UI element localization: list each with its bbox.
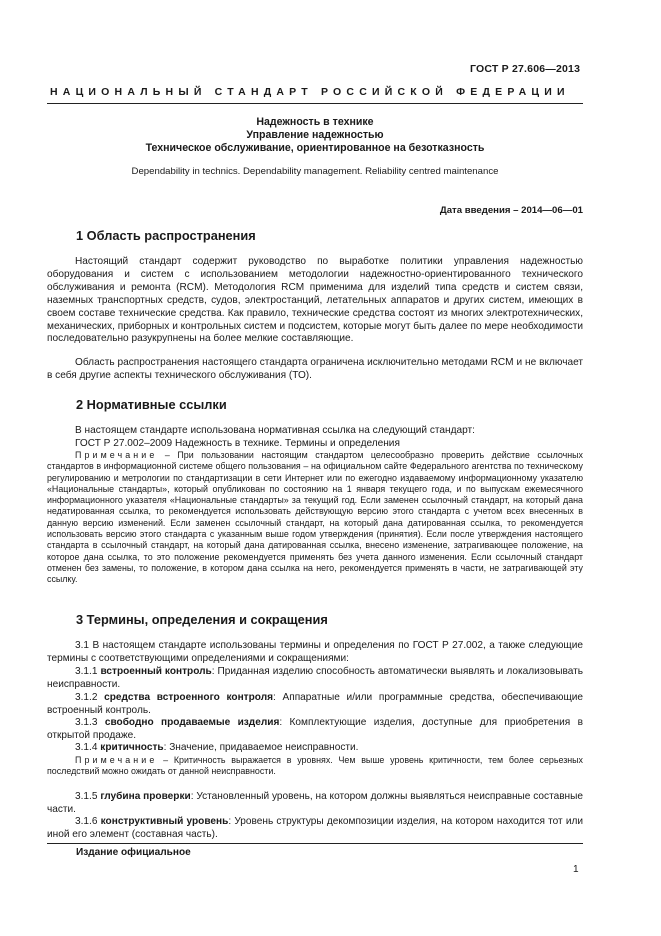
term-definition: : Установленный уровень, на котором должны выявляться неисправные составные части. (47, 791, 583, 815)
term-number: 3.1.6 (75, 816, 101, 827)
term-number: 3.1.5 (75, 791, 101, 802)
term-number: 3.1.1 (75, 666, 101, 677)
note-label: Примечание (75, 450, 158, 460)
term-definition: : Аппаратные и/или программные средства, обеспечивающие встроенный контроль. (47, 692, 584, 716)
header-divider (47, 103, 583, 104)
note-label: Примечание (75, 755, 158, 765)
page-number: 1 (573, 864, 579, 875)
term-name: свободно продаваемые изделия (104, 717, 280, 728)
title-line-1: Надежность в технике (256, 116, 374, 128)
term-name: встроенный контроль (100, 666, 212, 677)
document-code: ГОСТ Р 27.606—2013 (470, 63, 581, 75)
term-3-1-3 (47, 717, 583, 743)
title-line-3: Техническое обслуживание, ориентированное на безотказность (145, 142, 485, 154)
term-3-1-1 (47, 666, 583, 692)
term-number: 3.1.2 (75, 692, 105, 703)
introduction-date: Дата введения – 2014—06—01 (439, 205, 583, 216)
note-text: – Критичность выражается в уровнях. Чем выше уровень критичности, тем более серьезных последствий можно ожидать от данной неисправности. (47, 755, 583, 777)
section-1-heading: 1 Область распространения (76, 228, 256, 243)
section-1-paragraph-1: Настоящий стандарт содержит руководство по выработке политики управления надежностью оборудования и систем с использованием методологии надежностно-ориентированного технического обслуживания и ремонта (RCM). Методология RCM применима для изделий типа средств и систем связи, наземных транспортных средств, судов, электростанций, летательных аппаратов и других систем, имеющих в своем составе технические средства. Как правило, технические средства состоят из многих электротехнических, механических, приборных и контрольных систем и подсистем, которые могут быть далее по мере необходимости последовательно разукрупнены на более мелкие составляющие. (47, 256, 583, 345)
section-2-note (47, 450, 583, 586)
section-2-paragraph-1: В настоящем стандарте использована нормативная ссылка на следующий стандарт: (75, 425, 475, 436)
official-edition-label: Издание официальное (76, 847, 191, 858)
section-1-paragraph-2: Область распространения настоящего стандарта ограничена исключительно методами RCM и не включает в себя другие аспекты технического обслуживания (ТО). (47, 357, 583, 381)
term-name: средства встроенного контроля (104, 692, 274, 703)
term-3-1-4 (47, 742, 583, 755)
term-name: конструктивный уровень (100, 816, 229, 827)
document-title (47, 116, 583, 155)
term-number: 3.1.4 (75, 742, 101, 753)
term-definition: : Приданная изделию способность автоматически выявлять и локализовывать неисправности. (47, 666, 583, 690)
national-standard-banner: НАЦИОНАЛЬНЫЙ СТАНДАРТ РОССИЙСКОЙ ФЕДЕРАЦИИ (50, 86, 570, 98)
term-3-1-5 (47, 791, 583, 817)
term-definition: : Значение, придаваемое неисправности. (163, 742, 359, 753)
english-title: Dependability in technics. Dependability management. Reliability centred maintenance (131, 166, 499, 177)
section-2-reference: ГОСТ Р 27.002–2009 Надежность в технике. Термины и определения (75, 438, 400, 449)
clause-3-1: 3.1 В настоящем стандарте использованы термины и определения по ГОСТ Р 27.002, а также следующие термины с соответствующими определениями и сокращениями: (47, 640, 583, 664)
section-3-heading: 3 Термины, определения и сокращения (76, 612, 328, 627)
note-text: – При пользовании настоящим стандартом целесообразно проверить действие ссылочных стандартов в информационной системе общего пользования – на официальном сайте Федерального агентства по техническому регулированию и метрологии по стандартизации в сети Интернет или по ежегодно издаваемому информационному указателю «Национальные стандарты», который опубликован по состоянию на 1 января текущего года, и по выпускам ежемесячного информационного указателя «Национальные стандарты» за текущий год. Если заменен ссылочный стандарт, на который дана недатированная ссылка, то рекомендуется использовать действующую версию этого стандарта с учетом всех внесенных в данную версию изменений. Если заменен ссылочный стандарт, на который дана датированная ссылка, то рекомендуется использовать версию этого стандарта с указанным выше годом утверждения (принятия). Если после утверждения настоящего стандарта в ссылочный стандарт, на который дана датированная ссылка, внесено изменение, затрагивающее положение, на которое дана ссылка, то это положение рекомендуется применять без учета данного изменения. Если ссылочный стандарт отменен без замены, то положение, в котором дана ссылка на него, рекомендуется применять в части, не затрагивающей эту ссылку. (47, 450, 583, 585)
title-line-2: Управление надежностью (246, 129, 384, 141)
term-definition: : Комплектующие изделия, доступные для приобретения в открытой продаже. (47, 717, 583, 741)
term-3-1-6 (47, 816, 583, 842)
term-name: глубина проверки (100, 791, 191, 802)
term-number: 3.1.3 (75, 717, 105, 728)
term-3-1-2 (47, 692, 583, 718)
term-name: критичность (100, 742, 164, 753)
section-2-heading: 2 Нормативные ссылки (76, 397, 227, 412)
section-3-note (47, 755, 583, 778)
footer-divider (47, 843, 583, 844)
term-definition: : Уровень структуры декомпозиции изделия, на котором находится тот или иной его элемент (составная часть). (47, 816, 583, 840)
